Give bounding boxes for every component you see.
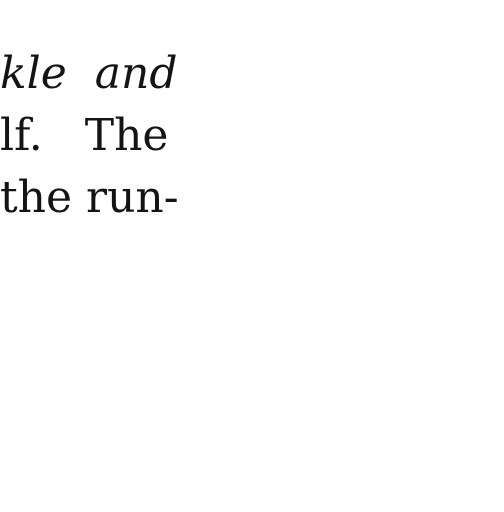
text-line-2: lf. The xyxy=(0,110,169,161)
text-line-1: kle and xyxy=(0,48,178,99)
text-line-3: the run- xyxy=(0,172,179,223)
